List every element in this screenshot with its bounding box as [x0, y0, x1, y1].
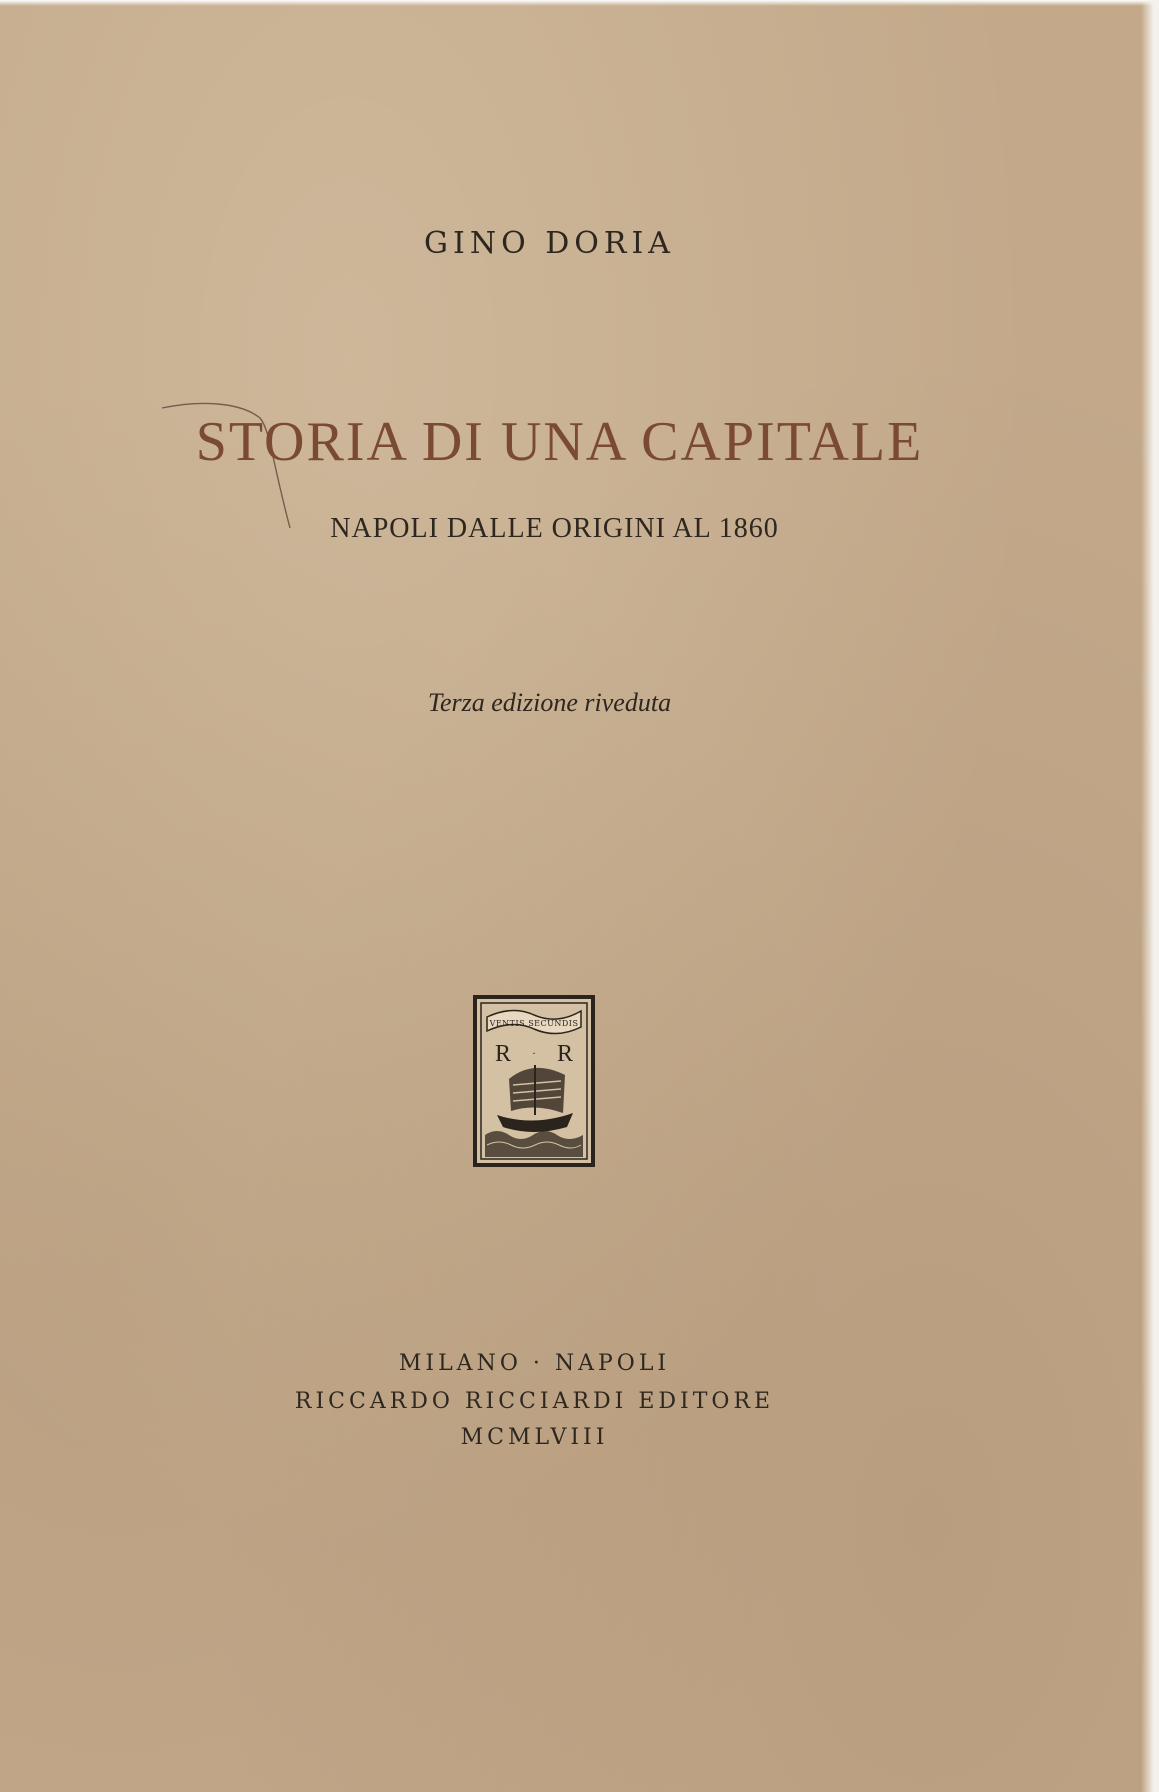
book-title: STORIA DI UNA CAPITALE	[195, 411, 924, 473]
scan-edge-right	[1141, 0, 1159, 1792]
edition-note: Terza edizione riveduta	[427, 688, 672, 717]
scan-edge-top	[0, 0, 1159, 6]
svg-text:·: ·	[532, 1046, 536, 1060]
imprint-year: MCMLVIII	[460, 1425, 609, 1450]
author-name: GINO DORIA	[424, 226, 675, 261]
svg-text:R: R	[556, 1041, 574, 1067]
printer-mark-logo	[473, 995, 595, 1167]
imprint-publisher: RICCARDO RICCIARDI EDITORE	[294, 1389, 775, 1414]
book-subtitle: NAPOLI DALLE ORIGINI AL 1860	[330, 513, 779, 544]
svg-text:R: R	[494, 1041, 512, 1067]
svg-text:VENTIS SECUNDIS: VENTIS SECUNDIS	[489, 1019, 579, 1028]
imprint-place: MILANO · NAPOLI	[398, 1351, 671, 1376]
